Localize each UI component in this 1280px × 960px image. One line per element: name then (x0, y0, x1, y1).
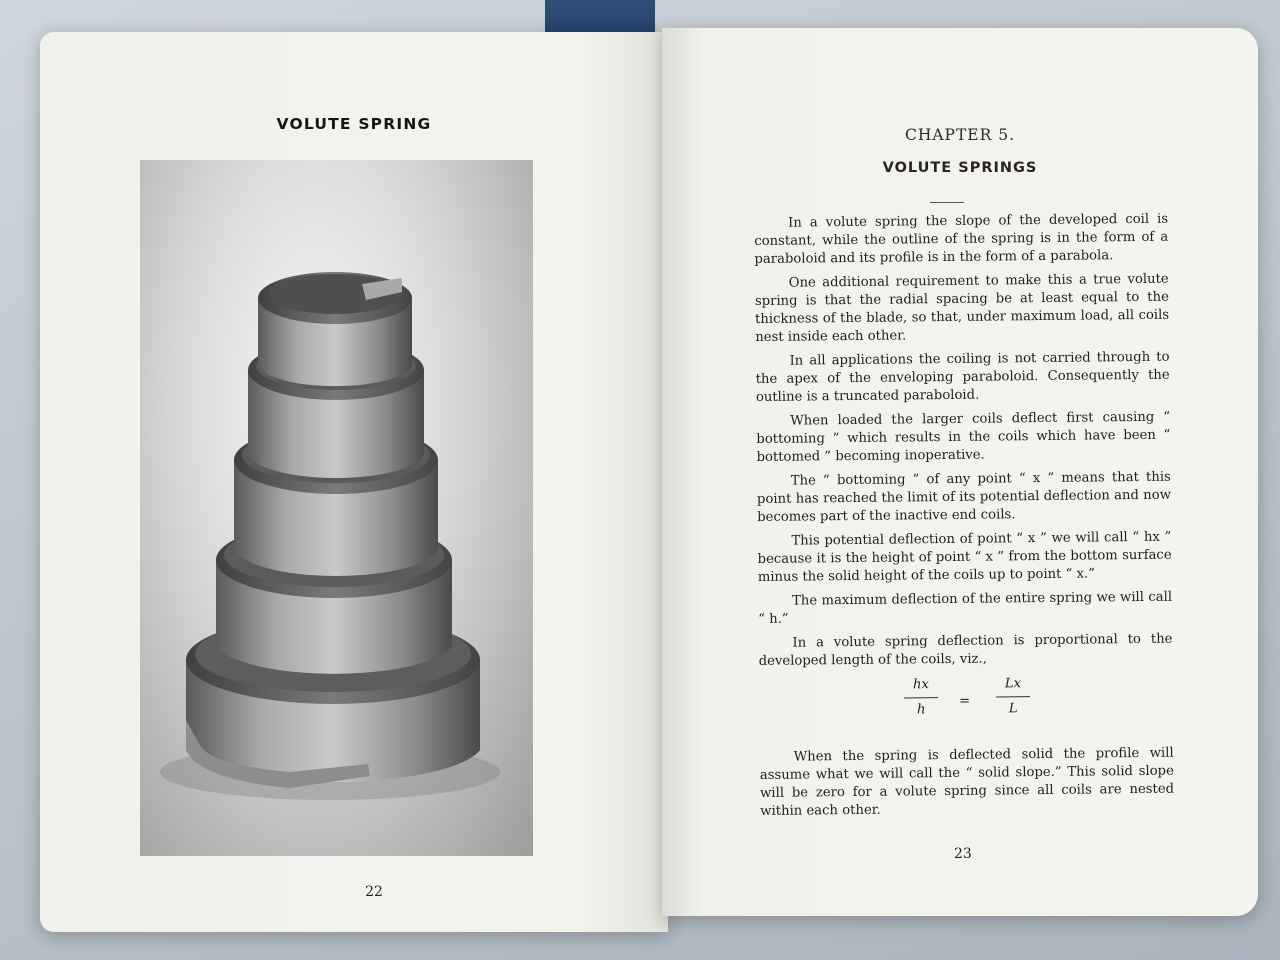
paragraph: When the spring is deflected solid the profile will assume what we will call the “ solid slope.” This solid slope will be zero for a volute spring since all coils are nested within each other. (759, 745, 1175, 819)
title-rule (930, 202, 964, 203)
volute-spring-illustration (140, 160, 533, 856)
paragraph: This potential deflection of point “ x ” we will call “ hx ” because it is the height of point “ x ” from the bottom surface minus the solid height of the coils up to point “ x.” (757, 529, 1172, 585)
formula-left-fraction (904, 675, 938, 720)
paragraph: In a volute spring the slope of the developed coil is constant, while the outline of the spring is in the form of a paraboloid and its profile is in the form of a parabola. (754, 211, 1169, 267)
proportion-formula (759, 673, 1174, 739)
page-number-right: 23 (954, 846, 972, 862)
paragraph: In a volute spring deflection is proportional to the developed length of the coils, viz., (758, 631, 1173, 669)
volute-spring-photo (140, 160, 533, 856)
formula-right-fraction (996, 674, 1030, 719)
chapter-body (754, 211, 1174, 827)
chapter-title: VOLUTE SPRINGS (882, 160, 1038, 176)
plate-title: VOLUTE SPRING (276, 115, 432, 133)
left-page (40, 32, 668, 932)
formula-numerator: hx (912, 677, 929, 693)
chapter-label: CHAPTER 5. (904, 126, 1016, 144)
formula-denominator: L (1008, 701, 1018, 717)
page-number-left: 22 (365, 884, 383, 900)
formula-numerator: Lx (1004, 676, 1022, 692)
paragraph: One additional requirement to make this a true volute spring is that the radial spacing be at least equal to the thickness of the blade, so that, under maximum load, all coils nest inside each other. (754, 271, 1170, 345)
paragraph: In all applications the coiling is not carried through to the apex of the enveloping paraboloid. Consequently the outline is a truncated paraboloid. (755, 349, 1170, 405)
paragraph: The “ bottoming ” of any point “ x ” means that this point has reached the limit of its potential deflection and now becomes part of the inactive end coils. (756, 469, 1172, 525)
paragraph: The maximum deflection of the entire spring we will call “ h.” (758, 589, 1173, 627)
paragraph: When loaded the larger coils deflect first causing “ bottoming ” which results in the coils which have been “ bottomed ” becoming inoperative. (756, 409, 1171, 465)
right-page (662, 28, 1258, 916)
formula-equals: = (959, 693, 971, 709)
formula-denominator: h (916, 702, 926, 718)
